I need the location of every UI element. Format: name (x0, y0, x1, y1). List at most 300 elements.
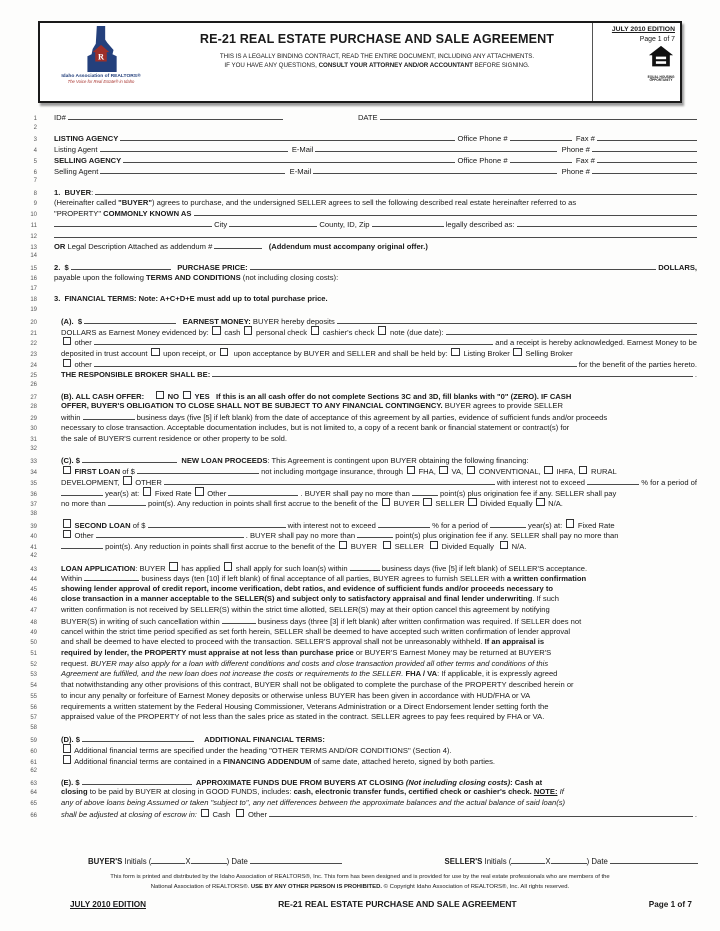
form-text: If an appraisal is (484, 637, 545, 647)
form-line (0, 487, 697, 498)
line-number: 47 (30, 608, 37, 615)
form-text: DATE (357, 113, 380, 122)
line-content (54, 798, 697, 808)
form-text: Other (72, 531, 96, 541)
form-line (0, 809, 697, 820)
x-separator: X (185, 857, 191, 866)
blank-field[interactable] (212, 369, 692, 377)
blank-field[interactable] (587, 477, 639, 485)
form-text: BUYER (391, 499, 422, 509)
notice-copyright-text: © Copyright Idaho Association of REALTORS®, Inc. All rights reserved. (381, 883, 570, 890)
blank-field[interactable] (510, 155, 572, 163)
line-number: 29 (30, 416, 37, 423)
warning-text: IF YOU HAVE ANY QUESTIONS, (224, 61, 319, 69)
line-content (54, 423, 697, 433)
form-text: payable upon the following (54, 272, 147, 282)
form-text: SELLER (433, 499, 467, 509)
form-text: point(s) plus origination fee if any. SELLER shall pay (437, 488, 617, 498)
checkbox[interactable] (451, 348, 459, 356)
line-number: 30 (30, 425, 37, 432)
form-text: business days (three [3] if left blank) after written confirmation was required. If SELLER does not (255, 616, 582, 626)
checkbox[interactable] (430, 541, 438, 549)
form-line (0, 766, 697, 777)
form-text: PURCHASE PRICE: (177, 263, 250, 273)
form-line (0, 734, 697, 745)
form-text: note (due date): (387, 327, 446, 337)
blank-field[interactable] (597, 133, 697, 141)
form-line (0, 509, 697, 520)
sellers-date-field[interactable] (610, 856, 698, 864)
form-text: BUYER (348, 542, 382, 552)
form-line (0, 380, 697, 391)
blank-field[interactable] (54, 230, 697, 238)
blank-field[interactable] (194, 208, 697, 216)
blank-field[interactable] (592, 144, 697, 152)
checkbox[interactable] (63, 755, 71, 763)
checkbox[interactable] (468, 498, 476, 506)
buyers-initials-field-1[interactable] (151, 856, 185, 864)
sellers-initials-field-1[interactable] (511, 856, 545, 864)
form-text: not including mortgage insurance, through (258, 467, 406, 477)
form-text: 3. FINANCIAL TERMS: Note: A+C+D+E must add up to total purchase price. (54, 294, 328, 304)
line-number: 13 (30, 244, 37, 251)
blank-field[interactable] (82, 455, 177, 463)
line-number: 33 (30, 459, 37, 465)
form-text: Additional financial terms are specified under the heading "OTHER TERMS AND/OR CONDITIONS" (Section 4). (72, 745, 452, 755)
form-text: RURAL (588, 467, 617, 477)
form-text: to incur any penalty or forfeiture of Earnest Money deposits or otherwise unless BUYER has been given in accordance with HUD/FHA or VA (61, 690, 531, 700)
line-number: 57 (30, 715, 37, 722)
form-text: appraised value of the PROPERTY of not less than the sales price as stated in the contract. SELLER agrees to pay fees required by FHA or VA. (61, 712, 545, 722)
initials-open-label: Initials ( (122, 857, 152, 866)
line-content (54, 755, 697, 767)
blank-field[interactable] (510, 133, 572, 141)
line-number: 56 (30, 704, 37, 711)
form-text: County, ID, Zip (317, 220, 372, 230)
form-text: 2. $ (54, 263, 71, 273)
line-number: 44 (30, 576, 37, 583)
line-content (54, 262, 697, 273)
warning-bold-text: CONSULT YOUR ATTORNEY AND/OR ACCOUNTANT (318, 61, 473, 69)
line-content (54, 648, 697, 658)
form-text: upon receipt, or (161, 349, 219, 359)
form-text: Phone # (557, 145, 592, 155)
x-separator-2: X (545, 857, 551, 866)
blank-field[interactable] (250, 262, 656, 270)
form-text: and a receipt is hereby acknowledged. Earnest Money to be (493, 338, 697, 348)
blank-field[interactable] (490, 520, 526, 528)
form-text: of $ (132, 520, 148, 530)
checkbox[interactable] (439, 466, 447, 474)
checkbox[interactable] (544, 466, 552, 474)
form-lines (0, 112, 697, 819)
form-text: % for a period of (429, 520, 490, 530)
form-line (0, 251, 697, 262)
line-number: 34 (30, 470, 37, 477)
copyright-notice (0, 873, 720, 892)
line-number: 63 (30, 780, 37, 787)
line-number: 66 (30, 813, 37, 820)
checkbox[interactable] (378, 326, 386, 334)
checkbox[interactable] (579, 466, 587, 474)
line-number: 20 (30, 319, 37, 326)
form-text: or BUYER'S Earnest Money may be returned at BUYER'S (355, 647, 552, 657)
blank-field[interactable] (372, 219, 444, 227)
form-text: FHA / VA (405, 669, 438, 679)
form-line (0, 230, 697, 241)
checkbox[interactable] (244, 326, 252, 334)
form-text: cash (222, 327, 243, 337)
form-text: (Addendum must accompany original offer.) (268, 241, 428, 251)
form-text: of same date, attached hereto, signed by both parties. (313, 756, 496, 766)
checkbox[interactable] (536, 498, 544, 506)
form-text: : (91, 188, 96, 198)
form-text: NOTE: (533, 787, 558, 797)
form-line (0, 744, 697, 755)
form-line (0, 208, 697, 219)
form-line (0, 541, 697, 552)
form-text: FIRST LOAN (74, 467, 123, 477)
line-number: 46 (30, 597, 37, 604)
form-text: BUYER(S) in writing of such cancellation within (61, 616, 222, 626)
form-text: TERMS AND CONDITIONS (146, 272, 243, 282)
line-number: 21 (30, 330, 37, 337)
line-number: 55 (30, 693, 37, 700)
checkbox[interactable] (63, 337, 71, 345)
iar-logo (40, 23, 162, 101)
line-content (54, 809, 697, 821)
line-content (54, 434, 697, 444)
form-line (0, 594, 697, 605)
line-number: 9 (33, 200, 37, 207)
form-text: Office Phone # (455, 155, 510, 165)
line-content (54, 401, 697, 411)
form-text: cancel within the strict time period specified as set forth herein, SELLER shall be deemed to have accepted such written confirmation of lender approval (61, 626, 571, 636)
form-text: 1. BUYER (54, 188, 92, 198)
form-line (0, 712, 697, 723)
line-number: 59 (30, 737, 37, 744)
form-line (0, 562, 697, 573)
blank-field[interactable] (378, 520, 430, 528)
form-text: . If such (532, 594, 559, 604)
form-line (0, 262, 697, 273)
form-text: CONVENTIONAL, (476, 467, 543, 477)
form-text: within (61, 413, 83, 423)
form-text: for the benefit of the parties hereto. (576, 359, 697, 369)
line-content (54, 702, 697, 712)
blank-field[interactable] (95, 187, 697, 195)
blank-field[interactable] (412, 488, 438, 496)
form-line (0, 369, 697, 380)
checkbox[interactable] (123, 476, 131, 484)
initials-row (88, 856, 698, 866)
form-line (0, 337, 697, 348)
buyers-date-field[interactable] (250, 856, 342, 864)
form-text: closing (61, 787, 90, 797)
blank-field[interactable] (357, 530, 393, 538)
form-text: to be paid by BUYER at closing in GOOD FUNDS, includes: (89, 787, 294, 797)
form-text: E-Mail (287, 145, 316, 155)
form-line (0, 616, 697, 627)
blank-field[interactable] (61, 541, 103, 549)
form-text: point(s) plus origination fee if any. SELLER shall pay no more than (393, 531, 619, 541)
line-number: 54 (30, 683, 37, 690)
line-number: 3 (33, 137, 37, 144)
form-line (0, 787, 697, 798)
blank-field[interactable] (84, 316, 176, 324)
form-line (0, 444, 697, 455)
form-text: other (72, 359, 94, 369)
blank-field[interactable] (100, 144, 288, 152)
form-text: N/A. (546, 499, 563, 509)
notice-prohibited-text: USE BY ANY OTHER PERSON IS PROHIBITED. (250, 883, 382, 890)
form-text: DEVELOPMENT, (61, 477, 122, 487)
blank-field[interactable] (94, 337, 493, 345)
form-line (0, 669, 697, 680)
form-text: SELLING AGENCY (54, 155, 124, 165)
line-content (54, 787, 697, 797)
form-text: NEW LOAN PROCEEDS (181, 456, 268, 465)
form-line (0, 551, 697, 562)
line-content (54, 637, 697, 647)
form-text: business days (five [5] if left blank) of SELLER'S acceptance. (379, 563, 588, 573)
checkbox[interactable] (212, 326, 220, 334)
form-text: close transaction in a manner acceptable to the SELLER(S) and subject only to satisfactory appraisal and final lender underwriting (61, 594, 533, 604)
line-content (54, 316, 697, 327)
form-line (0, 637, 697, 648)
buyers-initials-field-2[interactable] (191, 856, 227, 864)
svg-text:R: R (97, 52, 105, 62)
form-line (0, 112, 697, 123)
checkbox[interactable] (156, 391, 164, 399)
form-line (0, 519, 697, 530)
checkbox[interactable] (201, 809, 209, 817)
checkbox[interactable] (311, 326, 319, 334)
form-text: : This Agreement is contingent upon BUYER obtaining the following financing: (267, 456, 529, 465)
line-content (54, 241, 697, 252)
form-text: year(s) at: (525, 520, 565, 530)
line-number: 42 (30, 553, 37, 560)
form-line (0, 305, 697, 316)
blank-field[interactable] (222, 616, 256, 624)
footer-page-number: Page 1 of 7 (648, 900, 692, 909)
blank-field[interactable] (313, 166, 557, 174)
blank-field[interactable] (517, 219, 697, 227)
blank-field[interactable] (137, 466, 259, 474)
checkbox[interactable] (500, 541, 508, 549)
form-line (0, 133, 697, 144)
form-text: "PROPERTY" (54, 209, 104, 219)
form-line (0, 498, 697, 509)
form-text: FHA, (416, 467, 438, 477)
form-line (0, 680, 697, 691)
form-text: shall be adjusted at closing of escrow in: (61, 810, 200, 820)
blank-field[interactable] (120, 133, 455, 141)
line-content (54, 412, 697, 423)
blank-field[interactable] (597, 155, 697, 163)
line-number: 27 (30, 395, 37, 402)
form-text: BUYER may also apply for a loan with different conditions and costs and close transaction provided all other terms and conditions of this (90, 658, 549, 668)
form-line (0, 187, 697, 198)
line-number: 35 (30, 480, 37, 487)
line-number: 65 (30, 801, 37, 807)
blank-field[interactable] (164, 477, 495, 485)
form-text: (D). $ (61, 734, 83, 744)
blank-field[interactable] (94, 359, 577, 367)
line-number: 15 (30, 266, 37, 273)
blank-field[interactable] (269, 809, 693, 817)
form-line (0, 530, 697, 541)
checkbox[interactable] (63, 519, 71, 527)
checkbox[interactable] (224, 562, 232, 570)
equal-housing-label-1: EQUAL HOUSING (647, 75, 675, 79)
line-content (54, 777, 697, 788)
line-number: 64 (30, 790, 37, 797)
checkbox[interactable] (407, 466, 415, 474)
checkbox[interactable] (151, 348, 159, 356)
header-right (592, 23, 680, 101)
checkbox[interactable] (339, 541, 347, 549)
checkbox[interactable] (143, 487, 151, 495)
form-text: Office Phone # (455, 134, 510, 144)
blank-field[interactable] (71, 262, 171, 270)
blank-field[interactable] (337, 316, 697, 324)
line-number: 43 (30, 566, 37, 573)
checkbox[interactable] (169, 562, 177, 570)
blank-field[interactable] (123, 155, 455, 163)
checkbox[interactable] (183, 391, 191, 399)
form-text: Within (61, 573, 85, 583)
line-number: 5 (33, 158, 37, 165)
blank-field[interactable] (446, 327, 697, 335)
checkbox[interactable] (382, 498, 390, 506)
blank-field[interactable] (350, 563, 380, 571)
checkbox[interactable] (513, 348, 521, 356)
form-text: LOAN APPLICATION (61, 563, 136, 573)
checkbox[interactable] (63, 530, 71, 538)
line-content (54, 712, 697, 722)
blank-field[interactable] (380, 112, 697, 120)
line-content (54, 659, 697, 669)
form-text: IHFA, (554, 467, 578, 477)
blank-field[interactable] (82, 777, 192, 785)
form-text: SECOND LOAN (74, 520, 133, 530)
line-number: 48 (30, 619, 37, 626)
line-number: 14 (30, 253, 37, 260)
line-number: 40 (30, 534, 37, 541)
line-content (54, 573, 697, 584)
form-text: "BUYER" (118, 197, 152, 207)
line-number: 26 (30, 381, 37, 388)
line-content (54, 541, 697, 553)
blank-field[interactable] (84, 573, 139, 581)
blank-field[interactable] (592, 166, 697, 174)
line-content (54, 155, 697, 166)
line-number: 31 (30, 436, 37, 443)
form-text: EARNEST MONEY: (182, 316, 253, 326)
blank-field[interactable] (61, 488, 103, 496)
checkbox[interactable] (63, 466, 71, 474)
form-text: . BUYER shall pay no more than (298, 488, 412, 498)
blank-field[interactable] (96, 530, 244, 538)
blank-field[interactable] (315, 144, 557, 152)
form-text: . (692, 370, 697, 380)
line-content (54, 166, 697, 177)
sellers-initials-field-2[interactable] (551, 856, 587, 864)
form-text: : Cash at (510, 777, 543, 787)
form-line (0, 423, 697, 434)
line-content (54, 605, 697, 615)
form-line (0, 284, 697, 295)
blank-field[interactable] (229, 219, 317, 227)
initials-open-label-2: Initials ( (482, 857, 512, 866)
line-number: 41 (30, 545, 37, 552)
date-label-2: ) Date (586, 857, 610, 866)
checkbox[interactable] (63, 359, 71, 367)
line-number: 53 (30, 672, 37, 679)
form-text: any of above loans being Assumed or taken "subject to", any net differences between the approximate balances and the actual balance of said loan(s) (61, 798, 566, 807)
blank-field[interactable] (214, 241, 262, 249)
blank-field[interactable] (83, 412, 135, 420)
checkbox[interactable] (383, 541, 391, 549)
line-content (54, 734, 697, 745)
edition-label: JULY 2010 EDITION (611, 26, 675, 33)
form-text: business days (five [5] if left blank) from the date of acceptance of this agreement by all parties, evidence of sufficient funds and/or proceeds (134, 413, 608, 423)
checkbox[interactable] (423, 498, 431, 506)
line-content (54, 273, 697, 283)
form-text: FINANCING ADDENDUM (223, 756, 314, 766)
equal-housing-icon (647, 45, 675, 71)
form-text: with interest not to exceed (285, 520, 378, 530)
form-line (0, 605, 697, 616)
form-text: legally described as: (443, 220, 517, 230)
form-text: Other (245, 810, 270, 820)
form-line (0, 144, 697, 155)
line-number: 49 (30, 629, 37, 636)
form-text: no more than (61, 499, 108, 509)
blank-field[interactable] (68, 112, 283, 120)
notice-line-1: This form is printed and distributed by the Idaho Association of REALTORS®, Inc. This form has been designed and is provided for use by the real estate professionals who are members of the (110, 874, 610, 880)
form-text: Fixed Rate (152, 488, 194, 498)
checkbox[interactable] (220, 348, 228, 356)
form-line (0, 723, 697, 734)
blank-field[interactable] (54, 219, 212, 227)
checkbox[interactable] (566, 519, 574, 527)
form-line (0, 219, 697, 230)
form-text: If (557, 787, 564, 797)
form-line (0, 777, 697, 788)
blank-field[interactable] (82, 734, 194, 742)
blank-field[interactable] (148, 520, 286, 528)
form-text: . BUYER shall pay no more than (243, 531, 358, 541)
blank-field[interactable] (108, 498, 146, 506)
checkbox[interactable] (195, 487, 203, 495)
checkbox[interactable] (236, 809, 244, 817)
form-text: : If applicable, it is expressly agreed (437, 669, 558, 679)
form-text: Cash (210, 810, 235, 820)
checkbox[interactable] (63, 744, 71, 752)
form-text: that notwithstanding any other provisions of this contract, BUYER shall not be obligated to complete the purchase of the PROPERTY described herein or (61, 680, 574, 690)
line-number: 62 (30, 767, 37, 774)
form-text: (B). ALL CASH OFFER: (61, 392, 145, 402)
line-number: 12 (30, 233, 37, 240)
line-number: 8 (33, 191, 37, 198)
checkbox[interactable] (467, 466, 475, 474)
blank-field[interactable] (228, 488, 298, 496)
blank-field[interactable] (100, 166, 285, 174)
line-number: 23 (30, 352, 37, 359)
line-number: 50 (30, 640, 37, 647)
